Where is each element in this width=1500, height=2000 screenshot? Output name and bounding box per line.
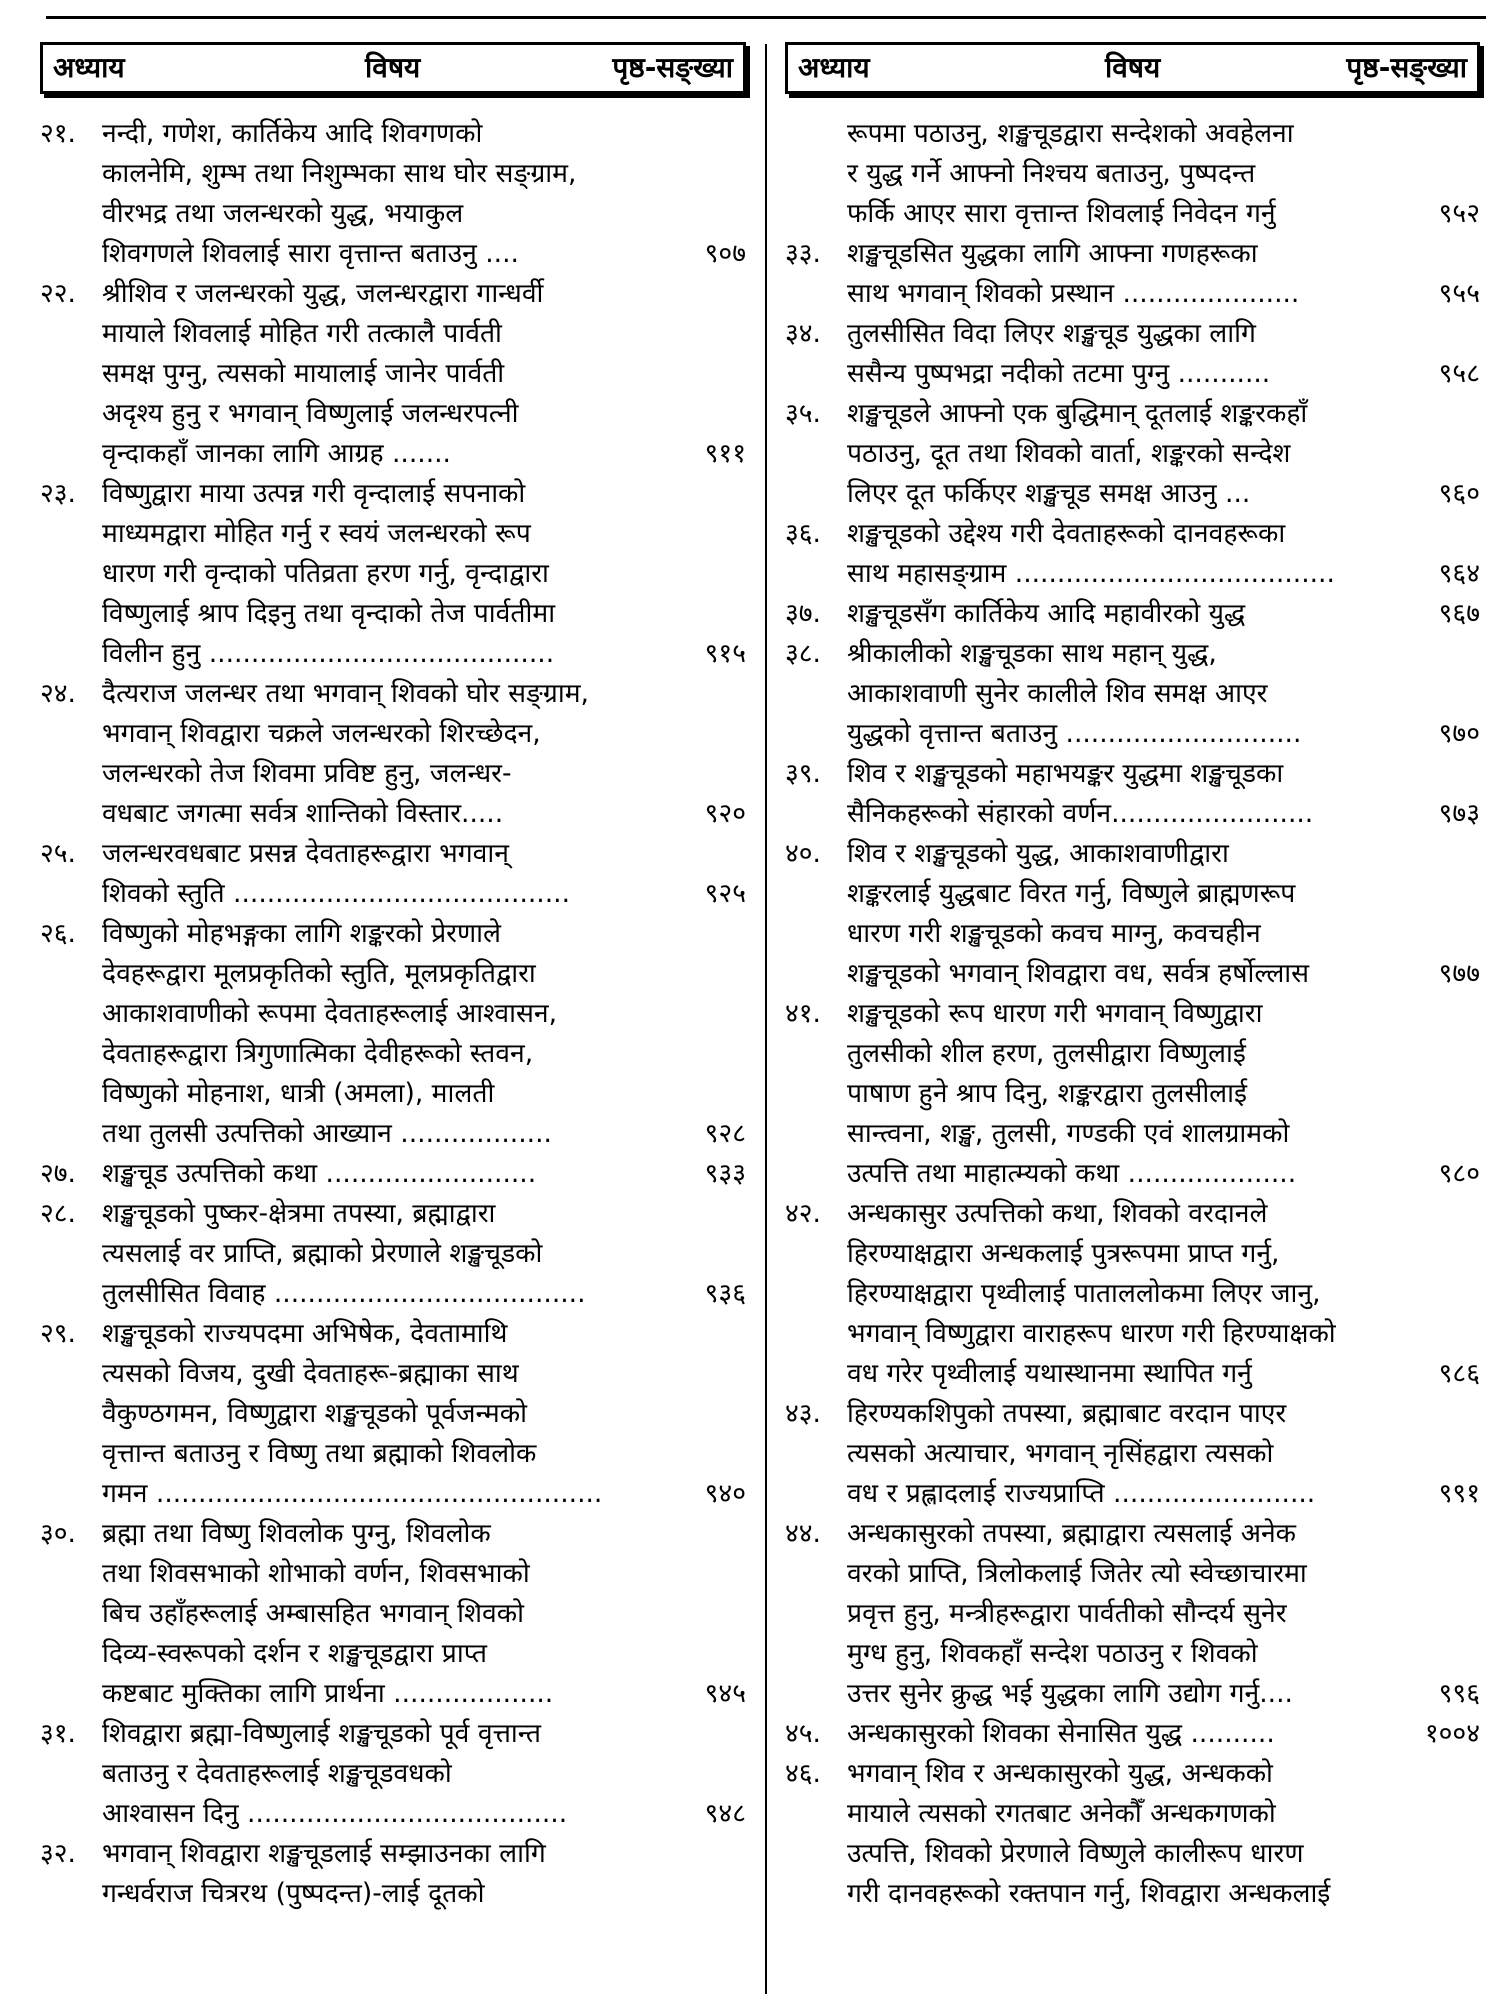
chapter-number: २३. (40, 478, 76, 509)
toc-entry (785, 514, 1480, 594)
chapter-number: ३७. (785, 598, 821, 629)
toc-entry-line (785, 1234, 1480, 1274)
toc-entry (40, 274, 746, 474)
chapter-number: २९. (40, 1318, 76, 1349)
chapter-subject-text: र युद्ध गर्ने आफ्नो निश्चय बताउनु, पुष्पदन्त (847, 158, 1256, 189)
chapter-subject-text: प्रवृत्त हुनु, मन्त्रीहरूद्वारा पार्वतीको सौन्दर्य सुनेर (847, 1598, 1287, 1629)
left-column-header (40, 42, 746, 94)
chapter-subject-text: श्रीकालीको शङ्खचूडका साथ महान् युद्ध, (847, 638, 1217, 669)
toc-entry-line (40, 1114, 746, 1154)
chapter-subject-text: धारण गरी वृन्दाको पतिव्रता हरण गर्नु, वृन्दाद्वारा (102, 558, 549, 589)
toc-entry-line (785, 754, 1480, 794)
column-divider (765, 44, 767, 1994)
page-number: ९६७ (1438, 598, 1480, 629)
toc-entry-line (40, 714, 746, 754)
chapter-subject-text: जलन्धरको तेज शिवमा प्रविष्ट हुनु, जलन्धर- (102, 758, 512, 789)
chapter-subject-text: देवताहरूद्वारा त्रिगुणात्मिका देवीहरूको स्तवन, (102, 1038, 534, 1069)
chapter-subject-text: अदृश्य हुनु र भगवान् विष्णुलाई जलन्धरपत्नी (102, 398, 519, 429)
toc-entry-line (785, 194, 1480, 234)
chapter-subject-text: विष्णुको मोहभङ्गका लागि शङ्करको प्रेरणाले (102, 918, 501, 949)
toc-entry-line (40, 634, 746, 674)
chapter-subject-text: भगवान् विष्णुद्वारा वाराहरूप धारण गरी हिरण्याक्षको (847, 1318, 1336, 1349)
chapter-subject-text: बताउनु र देवताहरूलाई शङ्खचूडवधको (102, 1758, 452, 1789)
toc-entry-line (785, 1034, 1480, 1074)
toc-entry (40, 914, 746, 1154)
toc-entry (40, 114, 746, 274)
chapter-number: ३६. (785, 518, 821, 549)
toc-entry-line (40, 354, 746, 394)
toc-entry-line (785, 1514, 1480, 1554)
chapter-subject-text: सैनिकहरूको संहारको वर्णन........................ (847, 798, 1314, 829)
chapter-subject-text: साथ महासङ्ग्राम ...................................... (847, 558, 1335, 589)
page-number: १००४ (1424, 1718, 1480, 1749)
toc-entry-line (785, 634, 1480, 674)
chapter-number: ३०. (40, 1518, 76, 1549)
chapter-subject-text: कालनेमि, शुम्भ तथा निशुम्भका साथ घोर सङ्ग्राम, (102, 158, 577, 189)
chapter-subject-text: उत्पत्ति तथा माहात्म्यको कथा .................... (847, 1158, 1297, 1189)
toc-entry-line (785, 834, 1480, 874)
chapter-number: ४५. (785, 1718, 821, 1749)
chapter-subject-text: विष्णुलाई श्राप दिइनु तथा वृन्दाको तेज पार्वतीमा (102, 598, 556, 629)
toc-entry (785, 314, 1480, 394)
chapter-subject-text: धारण गरी शङ्खचूडको कवच माग्नु, कवचहीन (847, 918, 1261, 949)
toc-entry-line (785, 394, 1480, 434)
left-column (40, 42, 746, 1914)
right-entries (785, 114, 1480, 1914)
toc-entry-line (40, 954, 746, 994)
chapter-number: ३९. (785, 758, 821, 789)
toc-entry (40, 1154, 746, 1194)
chapter-subject-text: हिरण्याक्षद्वारा पृथ्वीलाई पाताललोकमा लिएर जानु, (847, 1278, 1321, 1309)
chapter-subject-text: कष्टबाट मुक्तिका लागि प्रार्थना ................... (102, 1678, 554, 1709)
page-number: ९६० (1438, 478, 1480, 509)
page-number: ९९१ (1438, 1478, 1480, 1509)
toc-entry-line (40, 874, 746, 914)
chapter-number: ३५. (785, 398, 821, 429)
toc-entry-line (785, 1754, 1480, 1794)
toc-entry-line (40, 1514, 746, 1554)
toc-entry-line (40, 114, 746, 154)
toc-entry-line (785, 234, 1480, 274)
chapter-subject-text: मायाले शिवलाई मोहित गरी तत्कालै पार्वती (102, 318, 502, 349)
chapter-number: २२. (40, 278, 76, 309)
toc-entry-line (40, 1874, 746, 1914)
toc-entry-line (785, 1634, 1480, 1674)
toc-entry-line (785, 1794, 1480, 1834)
chapter-number: ४२. (785, 1198, 821, 1229)
toc-entry-line (785, 1394, 1480, 1434)
toc-entry-line (40, 1354, 746, 1394)
toc-entry-line (785, 1074, 1480, 1114)
chapter-subject-text: शिवगणले शिवलाई सारा वृत्तान्त बताउनु .... (102, 238, 519, 269)
chapter-subject-text: त्यसको अत्याचार, भगवान् नृसिंहद्वारा त्यसको (847, 1438, 1274, 1469)
chapter-subject-text: वृन्दाकहाँ जानका लागि आग्रह ....... (102, 438, 451, 469)
page-number: ९७७ (1438, 958, 1480, 989)
toc-entry-line (785, 674, 1480, 714)
toc-entry-line (785, 794, 1480, 834)
chapter-subject-text: वीरभद्र तथा जलन्धरको युद्ध, भयाकुल (102, 198, 464, 229)
toc-entry-line (785, 114, 1480, 154)
toc-entry-line (785, 354, 1480, 394)
subject-header-label: विषय (365, 51, 421, 84)
chapter-subject-text: वधबाट जगत्मा सर्वत्र शान्तिको विस्तार..... (102, 798, 504, 829)
toc-entry-line (40, 594, 746, 634)
chapter-subject-text: रूपमा पठाउनु, शङ्खचूडद्वारा सन्देशको अवहेलना (847, 118, 1294, 149)
chapter-subject-text: शिवद्वारा ब्रह्मा-विष्णुलाई शङ्खचूडको पूर्व वृत्तान्त (102, 1718, 542, 1749)
toc-entry-line (40, 1474, 746, 1514)
right-column-header (785, 42, 1480, 94)
toc-entry-line (40, 1034, 746, 1074)
toc-entry-line (40, 994, 746, 1034)
page-number: ९२५ (704, 878, 746, 909)
chapter-subject-text: शिव र शङ्खचूडको युद्ध, आकाशवाणीद्वारा (847, 838, 1229, 869)
chapter-subject-text: शङ्खचूडको रूप धारण गरी भगवान् विष्णुद्वारा (847, 998, 1263, 1029)
toc-entry-line (785, 1714, 1480, 1754)
page-number: ९३६ (704, 1278, 746, 1309)
chapter-subject-text: देवहरूद्वारा मूलप्रकृतिको स्तुति, मूलप्रकृतिद्वारा (102, 958, 536, 989)
chapter-subject-text: ससैन्य पुष्पभद्रा नदीको तटमा पुग्नु ........... (847, 358, 1271, 389)
toc-entry (785, 834, 1480, 994)
chapter-subject-text: उत्तर सुनेर क्रुद्ध भई युद्धका लागि उद्योग गर्नु.... (847, 1678, 1293, 1709)
toc-entry-line (40, 834, 746, 874)
chapter-subject-text: गरी दानवहरूको रक्तपान गर्नु, शिवद्वारा अन्धकलाई (847, 1878, 1331, 1909)
toc-entry-line (785, 1354, 1480, 1394)
page-number: ९१५ (704, 638, 746, 669)
chapter-subject-text: तथा शिवसभाको शोभाको वर्णन, शिवसभाको (102, 1558, 530, 1589)
chapter-subject-text: शङ्खचूडको उद्देश्य गरी देवताहरूको दानवहरूका (847, 518, 1286, 549)
chapter-number: ४३. (785, 1398, 821, 1429)
chapter-subject-text: हिरण्यकशिपुको तपस्या, ब्रह्माबाट वरदान पाएर (847, 1398, 1287, 1429)
page-number: ९२८ (704, 1118, 746, 1149)
toc-entry (785, 1754, 1480, 1914)
chapter-number: २६. (40, 918, 76, 949)
chapter-subject-text: बिच उहाँहरूलाई अम्बासहित भगवान् शिवको (102, 1598, 524, 1629)
toc-entry-line (40, 274, 746, 314)
chapter-subject-text: विलीन हुनु ......................................... (102, 638, 555, 669)
toc-entry-line (785, 1314, 1480, 1354)
toc-entry-line (785, 434, 1480, 474)
toc-entry-line (785, 1154, 1480, 1194)
toc-entry-line (785, 714, 1480, 754)
toc-entry (40, 1514, 746, 1714)
chapter-number: २८. (40, 1198, 76, 1229)
page-number: ९५२ (1438, 198, 1480, 229)
toc-entry-line (40, 154, 746, 194)
toc-entry (785, 634, 1480, 754)
toc-entry-line (785, 874, 1480, 914)
chapter-number: ३८. (785, 638, 821, 669)
chapter-subject-text: शङ्खचूड उत्पत्तिको कथा ......................... (102, 1158, 537, 1189)
toc-entry-line (785, 1834, 1480, 1874)
toc-entry-line (785, 954, 1480, 994)
toc-entry-line (40, 394, 746, 434)
page-number: ९५८ (1438, 358, 1480, 389)
toc-entry (785, 1194, 1480, 1394)
chapter-subject-text: आकाशवाणीको रूपमा देवताहरूलाई आश्वासन, (102, 998, 558, 1029)
chapter-subject-text: साथ भगवान् शिवको प्रस्थान ..................... (847, 278, 1300, 309)
toc-entry (785, 594, 1480, 634)
chapter-header-label: अध्याय (53, 51, 125, 84)
toc-entry-line (785, 1594, 1480, 1634)
chapter-subject-text: तुलसीको शील हरण, तुलसीद्वारा विष्णुलाई (847, 1038, 1246, 1069)
chapter-subject-text: शङ्खचूडले आफ्नो एक बुद्धिमान् दूतलाई शङ्करकहाँ (847, 398, 1308, 429)
chapter-subject-text: गन्धर्वराज चित्ररथ (पुष्पदन्त)-लाई दूतको (102, 1878, 485, 1909)
toc-entry-line (40, 914, 746, 954)
chapter-number: ३२. (40, 1838, 76, 1869)
chapter-subject-text: अन्धकासुरको शिवका सेनासित युद्ध .......... (847, 1718, 1275, 1749)
chapter-subject-text: अन्धकासुर उत्पत्तिको कथा, शिवको वरदानले (847, 1198, 1268, 1229)
chapter-subject-text: दिव्य-स्वरूपको दर्शन र शङ्खचूडद्वारा प्राप्त (102, 1638, 487, 1669)
chapter-subject-text: पाषाण हुने श्राप दिनु, शङ्करद्वारा तुलसीलाई (847, 1078, 1248, 1109)
toc-entry-line (40, 1234, 746, 1274)
toc-entry (785, 994, 1480, 1194)
toc-entry-line (40, 1834, 746, 1874)
chapter-number: २५. (40, 838, 76, 869)
chapter-subject-text: दैत्यराज जलन्धर तथा भगवान् शिवको घोर सङ्ग्राम, (102, 678, 589, 709)
toc-entry-line (785, 514, 1480, 554)
left-entries (40, 114, 746, 1914)
toc-entry (40, 1834, 746, 1914)
toc-entry-line (785, 1114, 1480, 1154)
toc-entry-line (785, 314, 1480, 354)
chapter-subject-text: वृत्तान्त बताउनु र विष्णु तथा ब्रह्माको शिवलोक (102, 1438, 537, 1469)
toc-entry-line (40, 1794, 746, 1834)
chapter-subject-text: तुलसीसित विवाह ..................................... (102, 1278, 586, 1309)
toc-entry-line (40, 1634, 746, 1674)
page-number: ९८० (1438, 1158, 1480, 1189)
chapter-number: ३१. (40, 1718, 76, 1749)
toc-entry-line (40, 514, 746, 554)
chapter-number: २१. (40, 118, 76, 149)
page-number-header-label: पृष्ठ-सङ्ख्या (612, 51, 733, 84)
toc-entry-line (785, 474, 1480, 514)
toc-entry-line (40, 434, 746, 474)
toc-entry-line (40, 1674, 746, 1714)
chapter-subject-text: आकाशवाणी सुनेर कालीले शिव समक्ष आएर (847, 678, 1268, 709)
toc-entry-line (40, 194, 746, 234)
toc-entry (785, 1394, 1480, 1514)
chapter-number: ४१. (785, 998, 821, 1029)
chapter-number: २४. (40, 678, 76, 709)
toc-entry (40, 474, 746, 674)
toc-entry-line (40, 1194, 746, 1234)
chapter-subject-text: विष्णुद्वारा माया उत्पन्न गरी वृन्दालाई सपनाको (102, 478, 526, 509)
chapter-subject-text: भगवान् शिव र अन्धकासुरको युद्ध, अन्धकको (847, 1758, 1273, 1789)
toc-entry-line (40, 1154, 746, 1194)
top-rule (46, 16, 1486, 19)
page-number: ९२० (704, 798, 746, 829)
chapter-subject-text: शङ्खचूडसँग कार्तिकेय आदि महावीरको युद्ध (847, 598, 1246, 629)
toc-entry-line (40, 1074, 746, 1114)
toc-entry-line (785, 154, 1480, 194)
chapter-subject-text: शङ्खचूडको भगवान् शिवद्वारा वध, सर्वत्र हर्षोल्लास (847, 958, 1310, 989)
toc-entry-line (785, 1194, 1480, 1234)
toc-entry-line (40, 1434, 746, 1474)
chapter-subject-text: लिएर दूत फर्किएर शङ्खचूड समक्ष आउनु ... (847, 478, 1251, 509)
toc-entry (40, 1194, 746, 1314)
chapter-subject-text: ब्रह्मा तथा विष्णु शिवलोक पुग्नु, शिवलोक (102, 1518, 491, 1549)
chapter-subject-text: नन्दी, गणेश, कार्तिकेय आदि शिवगणको (102, 118, 483, 149)
chapter-number: २७. (40, 1158, 76, 1189)
chapter-subject-text: विष्णुको मोहनाश, धात्री (अमला), मालती (102, 1078, 495, 1109)
chapter-subject-text: शङ्खचूडसित युद्धका लागि आफ्ना गणहरूका (847, 238, 1258, 269)
page-number: ९७० (1438, 718, 1480, 749)
chapter-subject-text: मायाले त्यसको रगतबाट अनेकौँ अन्धकगणको (847, 1798, 1276, 1829)
page-number: ९०७ (704, 238, 746, 269)
page-number: ९६४ (1438, 558, 1480, 589)
page-number: ९७३ (1438, 798, 1480, 829)
toc-entry-line (785, 594, 1480, 634)
toc-entry (785, 754, 1480, 834)
chapter-subject-text: तुलसीसित विदा लिएर शङ्खचूड युद्धका लागि (847, 318, 1256, 349)
toc-entry-line (785, 914, 1480, 954)
chapter-subject-text: वरको प्राप्ति, त्रिलोकलाई जितेर त्यो स्वेच्छाचारमा (847, 1558, 1307, 1589)
chapter-subject-text: पठाउनु, दूत तथा शिवको वार्ता, शङ्करको सन्देश (847, 438, 1291, 469)
toc-entry (40, 1714, 746, 1834)
toc-entry-line (40, 1314, 746, 1354)
chapter-subject-text: समक्ष पुग्नु, त्यसको मायालाई जानेर पार्वती (102, 358, 505, 389)
chapter-subject-text: शङ्खचूडको पुष्कर-क्षेत्रमा तपस्या, ब्रह्माद्वारा (102, 1198, 496, 1229)
toc-entry-line (40, 1594, 746, 1634)
chapter-subject-text: हिरण्याक्षद्वारा अन्धकलाई पुत्ररूपमा प्राप्त गर्नु, (847, 1238, 1280, 1269)
toc-entry-line (785, 274, 1480, 314)
toc-entry-line (40, 314, 746, 354)
toc-entry-line (785, 1874, 1480, 1914)
chapter-subject-text: शिवको स्तुति ........................................ (102, 878, 571, 909)
chapter-subject-text: शङ्करलाई युद्धबाट विरत गर्नु, विष्णुले ब्राह्मणरूप (847, 878, 1296, 909)
chapter-number: ३३. (785, 238, 821, 269)
toc-entry-line (40, 554, 746, 594)
subject-header-label: विषय (1104, 51, 1161, 84)
toc-entry (785, 234, 1480, 314)
toc-entry-line (40, 1394, 746, 1434)
toc-entry-line (40, 234, 746, 274)
toc-entry-line (40, 1274, 746, 1314)
chapter-subject-text: भगवान् शिवद्वारा चक्रले जलन्धरको शिरच्छेदन, (102, 718, 541, 749)
page-number: ९४० (704, 1478, 746, 1509)
chapter-subject-text: शङ्खचूडको राज्यपदमा अभिषेक, देवतामाथि (102, 1318, 508, 1349)
chapter-subject-text: उत्पत्ति, शिवको प्रेरणाले विष्णुले कालीरूप धारण (847, 1838, 1304, 1869)
toc-entry (785, 1514, 1480, 1714)
chapter-number: ३४. (785, 318, 821, 349)
chapter-subject-text: अन्धकासुरको तपस्या, ब्रह्माद्वारा त्यसलाई अनेक (847, 1518, 1297, 1549)
toc-entry (40, 834, 746, 914)
toc-entry-line (785, 994, 1480, 1034)
toc-entry-line (40, 474, 746, 514)
chapter-subject-text: फर्कि आएर सारा वृत्तान्त शिवलाई निवेदन गर्नु (847, 198, 1276, 229)
toc-entry (40, 674, 746, 834)
page-number: ९८६ (1438, 1358, 1480, 1389)
toc-entry (40, 1314, 746, 1514)
page-number: ९९६ (1438, 1678, 1480, 1709)
chapter-subject-text: शिव र शङ्खचूडको महाभयङ्कर युद्धमा शङ्खचूडका (847, 758, 1284, 789)
page-number: ९११ (704, 438, 746, 469)
toc-entry-line (785, 1274, 1480, 1314)
right-column (785, 42, 1480, 1914)
chapter-subject-text: मुग्ध हुनु, शिवकहाँ सन्देश पठाउनु र शिवको (847, 1638, 1258, 1669)
toc-entry-line (785, 1434, 1480, 1474)
chapter-subject-text: माध्यमद्वारा मोहित गर्नु र स्वयं जलन्धरको रूप (102, 518, 531, 549)
chapter-header-label: अध्याय (798, 51, 870, 84)
chapter-subject-text: वैकुण्ठगमन, विष्णुद्वारा शङ्खचूडको पूर्वजन्मको (102, 1398, 527, 1429)
page-number: ९४५ (704, 1678, 746, 1709)
toc-entry-line (785, 1554, 1480, 1594)
toc-entry-line (40, 794, 746, 834)
toc-entry (785, 1714, 1480, 1754)
chapter-subject-text: तथा तुलसी उत्पत्तिको आख्यान .................. (102, 1118, 552, 1149)
chapter-number: ४४. (785, 1518, 821, 1549)
page-number: ९४८ (704, 1798, 746, 1829)
chapter-subject-text: श्रीशिव र जलन्धरको युद्ध, जलन्धरद्वारा गान्धर्वी (102, 278, 544, 309)
chapter-subject-text: सान्त्वना, शङ्ख, तुलसी, गण्डकी एवं शालग्रामको (847, 1118, 1290, 1149)
toc-entry (785, 114, 1480, 234)
chapter-number: ४६. (785, 1758, 821, 1789)
toc-entry-line (785, 554, 1480, 594)
page-number-header-label: पृष्ठ-सङ्ख्या (1346, 51, 1467, 84)
page-number: ९३३ (704, 1158, 746, 1189)
chapter-number: ४०. (785, 838, 821, 869)
chapter-subject-text: गमन ..................................................... (102, 1478, 603, 1509)
toc-entry (785, 394, 1480, 514)
toc-entry-line (40, 754, 746, 794)
toc-entry-line (40, 1714, 746, 1754)
chapter-subject-text: वध र प्रह्लादलाई राज्यप्राप्ति ........................ (847, 1478, 1316, 1509)
chapter-subject-text: वध गरेर पृथ्वीलाई यथास्थानमा स्थापित गर्नु (847, 1358, 1252, 1389)
page-number: ९५५ (1438, 278, 1480, 309)
chapter-subject-text: जलन्धरवधबाट प्रसन्न देवताहरूद्वारा भगवान् (102, 838, 509, 869)
toc-entry-line (785, 1474, 1480, 1514)
toc-entry-line (40, 674, 746, 714)
toc-entry-line (785, 1674, 1480, 1714)
chapter-subject-text: आश्वासन दिनु ...................................... (102, 1798, 568, 1829)
chapter-subject-text: युद्धको वृत्तान्त बताउनु ............................ (847, 718, 1302, 749)
toc-entry-line (40, 1554, 746, 1594)
chapter-subject-text: त्यसलाई वर प्राप्ति, ब्रह्माको प्रेरणाले शङ्खचूडको (102, 1238, 543, 1269)
chapter-subject-text: त्यसको विजय, दुखी देवताहरू-ब्रह्माका साथ (102, 1358, 519, 1389)
toc-entry-line (40, 1754, 746, 1794)
chapter-subject-text: भगवान् शिवद्वारा शङ्खचूडलाई सम्झाउनका लागि (102, 1838, 546, 1869)
